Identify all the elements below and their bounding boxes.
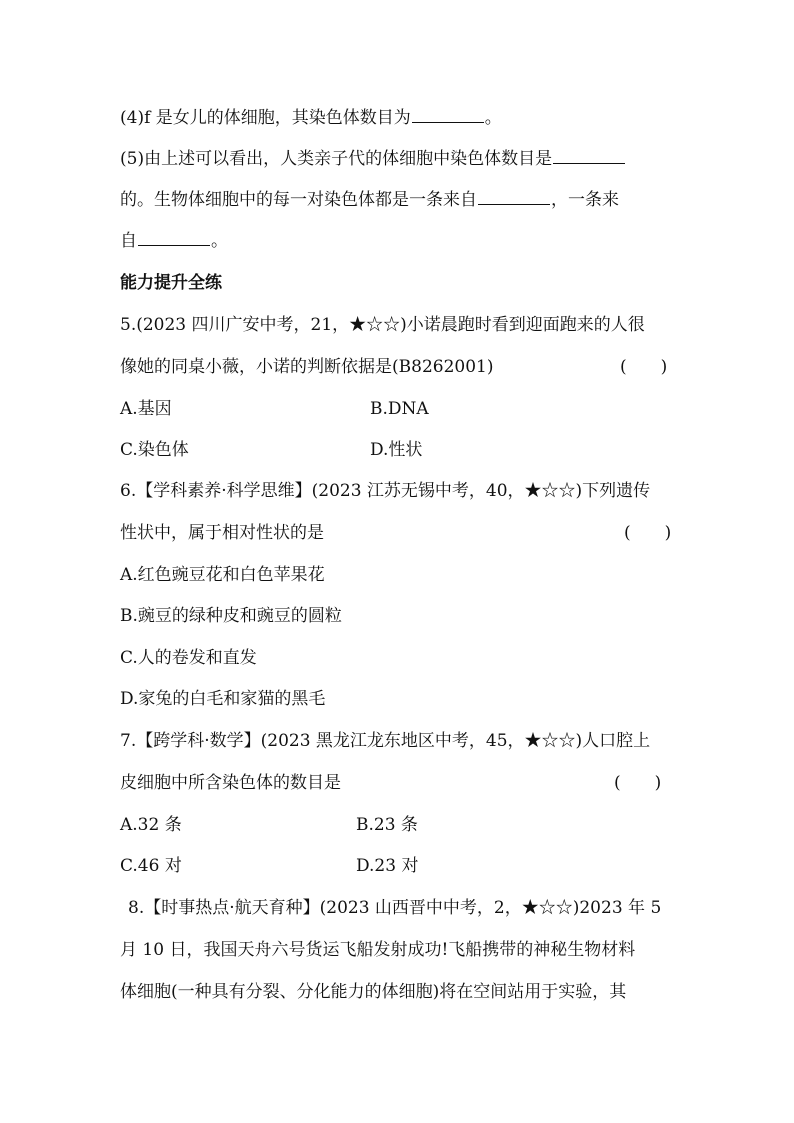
section-title: 能力提升全练	[120, 273, 222, 293]
q5part-blank1[interactable]	[553, 148, 625, 164]
q5part-text3-suffix: 。	[211, 231, 228, 251]
q5part-text1: (5)由上述可以看出，人类亲子代的体细胞中染色体数目是	[120, 149, 553, 169]
q8-line3: 体细胞(一种具有分裂、分化能力的体细胞)将在空间站用于实验，其	[120, 982, 627, 1002]
q4-text: (4)f 是女儿的体细胞，其染色体数目为	[120, 108, 411, 128]
q5part-line1	[120, 148, 626, 170]
q7-answer-paren[interactable]: ( )	[614, 773, 662, 793]
q5part-line2	[120, 189, 619, 211]
q6-answer-paren[interactable]: ( )	[624, 523, 672, 543]
q5-option-c[interactable]: C.染色体	[120, 440, 189, 460]
q7-option-a[interactable]: A.32 条	[120, 815, 182, 835]
q7-option-b[interactable]: B.23 条	[356, 815, 418, 835]
q6-line2: 性状中，属于相对性状的是	[120, 523, 324, 543]
q5-option-d[interactable]: D.性状	[370, 440, 423, 460]
q5part-blank3[interactable]	[138, 230, 210, 246]
q5part-text2: 的。生物体细胞中的每一对染色体都是一条来自	[120, 190, 477, 210]
q4-line	[120, 107, 502, 129]
q5-option-a[interactable]: A.基因	[120, 399, 172, 419]
q8-line2: 月 10 日，我国天舟六号货运飞船发射成功!飞船携带的神秘生物材料	[120, 940, 636, 960]
q5-line1: 5.(2023 四川广安中考，21，★☆☆)小诺晨跑时看到迎面跑来的人很	[120, 315, 645, 335]
q6-option-b[interactable]: B.豌豆的绿种皮和豌豆的圆粒	[120, 606, 342, 626]
q5-answer-paren[interactable]: ( )	[620, 357, 668, 377]
q8-line1: 8.【时事热点·航天育种】(2023 山西晋中中考，2，★☆☆)2023 年 5	[128, 898, 662, 918]
q5part-blank2[interactable]	[478, 189, 550, 205]
q5part-text2-suffix: ，一条来	[551, 190, 619, 210]
q6-option-a[interactable]: A.红色豌豆花和白色苹果花	[120, 565, 325, 585]
q6-option-d[interactable]: D.家兔的白毛和家猫的黑毛	[120, 689, 326, 709]
q6-option-c[interactable]: C.人的卷发和直发	[120, 648, 257, 668]
q5part-line3	[120, 230, 228, 252]
q4-answer-blank[interactable]	[412, 107, 484, 123]
q7-line2: 皮细胞中所含染色体的数目是	[120, 773, 341, 793]
q5part-text3: 自	[120, 231, 137, 251]
q7-option-d[interactable]: D.23 对	[356, 856, 419, 876]
q5-line2: 像她的同桌小薇，小诺的判断依据是(B8262001)	[120, 357, 494, 377]
q5-option-b[interactable]: B.DNA	[370, 399, 429, 419]
q6-line1: 6.【学科素养·科学思维】(2023 江苏无锡中考，40，★☆☆)下列遗传	[120, 481, 651, 501]
q4-suffix: 。	[484, 108, 502, 128]
q7-line1: 7.【跨学科·数学】(2023 黑龙江龙东地区中考，45，★☆☆)人口腔上	[120, 731, 651, 751]
q7-option-c[interactable]: C.46 对	[120, 856, 182, 876]
